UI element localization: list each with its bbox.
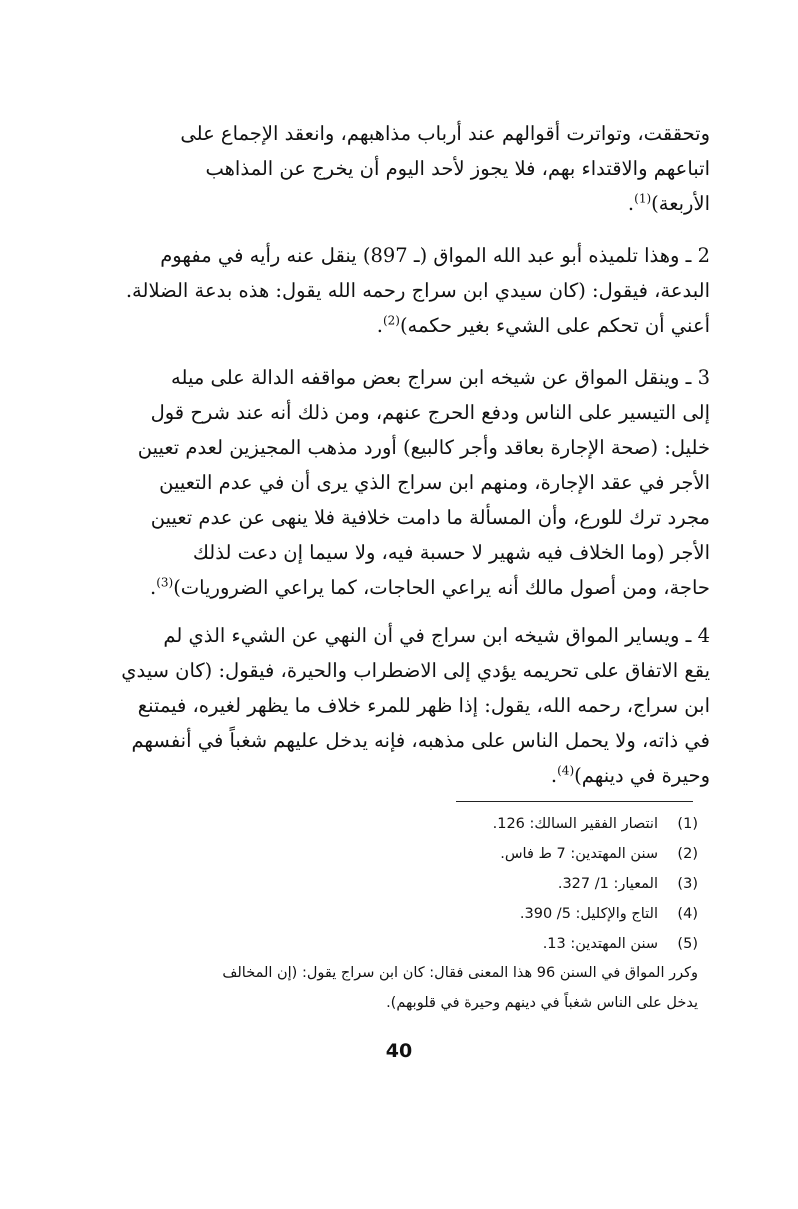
paragraph-last-line bbox=[104, 308, 710, 343]
footnote-ref: (1) bbox=[634, 191, 652, 206]
paragraph-last-line bbox=[104, 570, 710, 605]
footnote-4 bbox=[520, 903, 698, 925]
paragraph-line: الأجر (وما الخلاف فيه شهير لا حسبة فيه، ولا سيما إن دعت لذلك bbox=[192, 541, 710, 564]
footnote-ref: (4) bbox=[557, 763, 575, 778]
footnote-text: المعيار: 1/ 327. bbox=[557, 876, 658, 892]
paragraph-3 bbox=[104, 360, 710, 605]
footnote-ref: (3) bbox=[156, 575, 174, 590]
footnote-extra-line: وكرر المواق في السنن 96 هذا المعنى فقال: كان ابن سراج يقول: (إن المخالف bbox=[222, 965, 698, 981]
paragraph-line: حاجة، ومن أصول مالك أنه يراعي الحاجات، كما يراعي الضروريات) bbox=[173, 576, 710, 599]
paragraph-line: 4 ـ ويساير المواق شيخه ابن سراج في أن النهي عن الشيء الذي لم bbox=[163, 624, 710, 647]
footnote-text: انتصار الفقير السالك: 126. bbox=[492, 816, 658, 832]
footnote-number: (5) bbox=[677, 936, 698, 952]
page-number: 40 bbox=[385, 1040, 413, 1062]
paragraph-line: أعني أن تحكم على الشيء بغير حكمه) bbox=[399, 314, 710, 337]
paragraph-last-line bbox=[104, 186, 710, 221]
paragraph-line: في ذاته، ولا يحمل الناس على مذهبه، فإنه يدخل عليهم شغباً في أنفسهم bbox=[131, 729, 710, 752]
paragraph-line: وحيرة في دينهم) bbox=[574, 764, 710, 787]
paragraph-line: البدعة، فيقول: (كان سيدي ابن سراج رحمه الله يقول: هذه بدعة الضلالة. bbox=[125, 279, 710, 302]
paragraph-line: وتحققت، وتواترت أقوالهم عند أرباب مذاهبهم، وانعقد الإجماع على bbox=[180, 122, 710, 145]
paragraph-2 bbox=[104, 238, 710, 343]
footnote-number: (3) bbox=[677, 876, 698, 892]
paragraph-line: الأجر في عقد الإجارة، ومنهم ابن سراج الذي يرى أن في عدم التعيين bbox=[159, 471, 710, 494]
footnote-text: سنن المهتدين: 13. bbox=[542, 936, 658, 952]
paragraph-line: مجرد ترك للورع، وأن المسألة ما دامت خلافية فلا ينهى عن عدم تعيين bbox=[150, 506, 710, 529]
footnote-divider bbox=[456, 801, 693, 802]
footnote-number: (1) bbox=[677, 816, 698, 832]
paragraph-line: الأربعة) bbox=[651, 192, 710, 215]
footnote-2 bbox=[500, 843, 698, 865]
line-end-punct: . bbox=[149, 576, 157, 599]
footnote-extra-line: يدخل على الناس شغباً في دينهم وحيرة في قلوبهم). bbox=[386, 995, 698, 1011]
footnote-3 bbox=[558, 873, 698, 895]
paragraph-1 bbox=[104, 116, 710, 221]
paragraph-line: ابن سراج، رحمه الله، يقول: إذا ظهر للمرء خلاف ما يظهر لغيره، فيمتنع bbox=[137, 694, 710, 717]
paragraph-line: اتباعهم والاقتداء بهم، فلا يجوز لأحد اليوم أن يخرج عن المذاهب bbox=[205, 157, 710, 180]
footnote-number: (4) bbox=[677, 906, 698, 922]
paragraph-line: خليل: (صحة الإجارة بعاقد وأجر كالبيع) أورد مذهب المجيزين لعدم تعيين bbox=[137, 436, 710, 459]
paragraph-last-line bbox=[104, 758, 710, 793]
footnote-continuation bbox=[104, 958, 698, 1018]
paragraph-line: 3 ـ وينقل المواق عن شيخه ابن سراج بعض مواقفه الدالة على ميله bbox=[171, 366, 710, 389]
paragraph-line: يقع الاتفاق على تحريمه يؤدي إلى الاضطراب والحيرة، فيقول: (كان سيدي bbox=[121, 659, 710, 682]
line-end-punct: . bbox=[376, 314, 383, 337]
footnote-text: التاج والإكليل: 5/ 390. bbox=[519, 906, 658, 922]
footnote-number: (2) bbox=[677, 846, 698, 862]
line-end-punct: . bbox=[627, 192, 635, 215]
footnote-ref: (2) bbox=[382, 313, 400, 328]
paragraph-line: 2 ـ وهذا تلميذه أبو عبد الله المواق (ـ 897) ينقل عنه رأيه في مفهوم bbox=[160, 244, 710, 267]
line-end-punct: . bbox=[550, 764, 558, 787]
paragraph-line: إلى التيسير على الناس ودفع الحرج عنهم، ومن ذلك أنه عند شرح قول bbox=[150, 401, 710, 424]
footnote-text: سنن المهتدين: 7 ط فاس. bbox=[500, 846, 658, 862]
footnote-5 bbox=[543, 933, 698, 955]
paragraph-4 bbox=[104, 618, 710, 793]
footnote-1 bbox=[493, 813, 698, 835]
